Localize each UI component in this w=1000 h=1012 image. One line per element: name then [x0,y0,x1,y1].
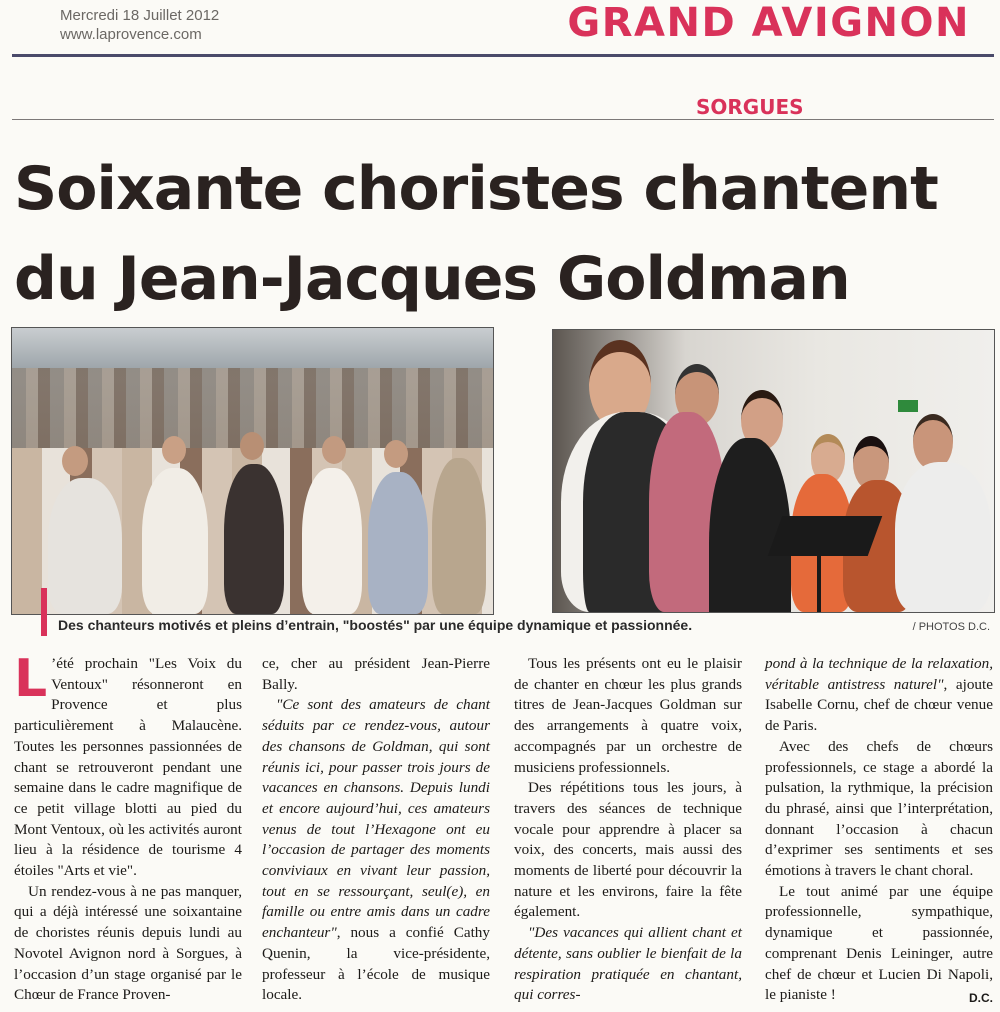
article-paragraph: Des répétitions tous les jours, à travers des séances de technique vocale pour apprendre à placer sa voix, des concerts, mais aussi des moments de liberté pour découvrir la nature et les environs, faire la fête également. [514,779,742,921]
photo-caption: Des chanteurs motivés et pleins d’entrain, "boostés" par une équipe dynamique et passionnée. [58,617,693,633]
article-paragraph: Un rendez-vous à ne pas manquer, qui a déjà intéressé une soixantaine de choristes réunis depuis lundi au Novotel Avignon nord à Sorgues, à l’occasion d’un stage organisé par le Chœur de France Proven- [14,882,242,1004]
headline-line-1: Soixante choristes chantent [14,154,938,224]
quote-text: "Des vacances qui allient chant et détente, sans oublier le bienfait de la respiration pratiquée en chantant, qui corres- [514,924,742,1004]
article-column-1 [14,649,242,1006]
rubric-label: SORGUES [692,95,808,119]
thin-rule [12,119,994,120]
author-signature: D.C. [969,991,993,1006]
article-paragraph: Tous les présents ont eu le plaisir de chanter en chœur les plus grands titres de Jean-Jacques Goldman sur des arrangements à quatre voix, accompagnés par un orchestre de musiciens professionnels. [514,655,742,776]
article-paragraph: "Ce sont des amateurs de chant séduits par ce rendez-vous, autour des chansons de Goldman, qui sont réunis ici, pour passer trois jours de vacances en chansons. Depuis lundi et encore aujourd’hui, ces amateurs venus de tout l’Hexagone ont eu l’occasion de partager des moments conviviaux en vivant leur passion, tout en se ressourçant, seul(e), en famille ou entre amis dans un cadre enchanteur", nous a confié Cathy Quenin, la vice-présidente, professeur à l’école de musique locale. [262,696,490,1004]
photo-credit: / PHOTOS D.C. [912,621,990,633]
article-column-3 [514,654,742,1006]
article-column-2 [262,654,490,1006]
masthead-date-block [60,6,219,44]
caption-accent-bar [41,588,47,636]
issue-date: Mercredi 18 Juillet 2012 [60,7,220,24]
headline-line-2: du Jean-Jacques Goldman [14,244,850,314]
article-paragraph: pond à la technique de la relaxation, véritable antistress naturel", ajoute Isabelle Cornu, chef de chœur venue de Paris. [765,655,993,735]
article-paragraph: Avec des chefs de chœurs professionnels, ce stage a abordé la pulsation, la rythmique, la précision du phrasé, ainsi que l’interprétation, donnant l’occasion à chacun d’exprimer ses sentiments et ses émotions à travers le chant choral. [765,737,993,880]
headline [14,144,974,324]
quote-text: pond à la technique de la relaxation, véritable antistress naturel" [765,655,993,693]
quote-text: "Ce sont des amateurs de chant séduits par ce rendez-vous, autour des chansons de Goldman, qui sont réunis ici, pour passer trois jours de vacances en chansons. Depuis lundi et encore aujourd’hui, ces amateurs venus de tout l’Hexagone ont eu l’occasion de partager des moments conviviaux en vivant leur passion, tout en se ressourçant, seul(e), en famille ou entre amis dans un cadre enchanteur" [262,696,490,942]
article-column-4 [765,654,993,1009]
conductors-photo [552,329,995,613]
article-paragraph: L ’été prochain "Les Voix du Ventoux" résonneront en Provence et plus particulièrement à Malaucène. Toutes les personnes passionnées de chant se retrouveront pendant une semaine dans le cadre magnifique de ce petit village blotti au pied du Mont Ventoux, où les activités auront lieu à la résidence de tourisme 4 étoiles "Arts et vie". [14,649,242,880]
top-rule [12,54,994,57]
article-paragraph: ce, cher au président Jean-Pierre Bally. [262,655,490,693]
group-photo [11,327,494,615]
section-title: GRAND AVIGNON [567,0,970,46]
article-paragraph: Le tout animé par une équipe professionnelle, sympathique, dynamique et passionnée, comprenant Denis Leininger, autre chef de chœur et Lucien Di Napoli, le pianiste ! D.C. [765,882,993,1006]
website-url: www.laprovence.com [60,26,202,43]
drop-cap: L [14,649,48,709]
